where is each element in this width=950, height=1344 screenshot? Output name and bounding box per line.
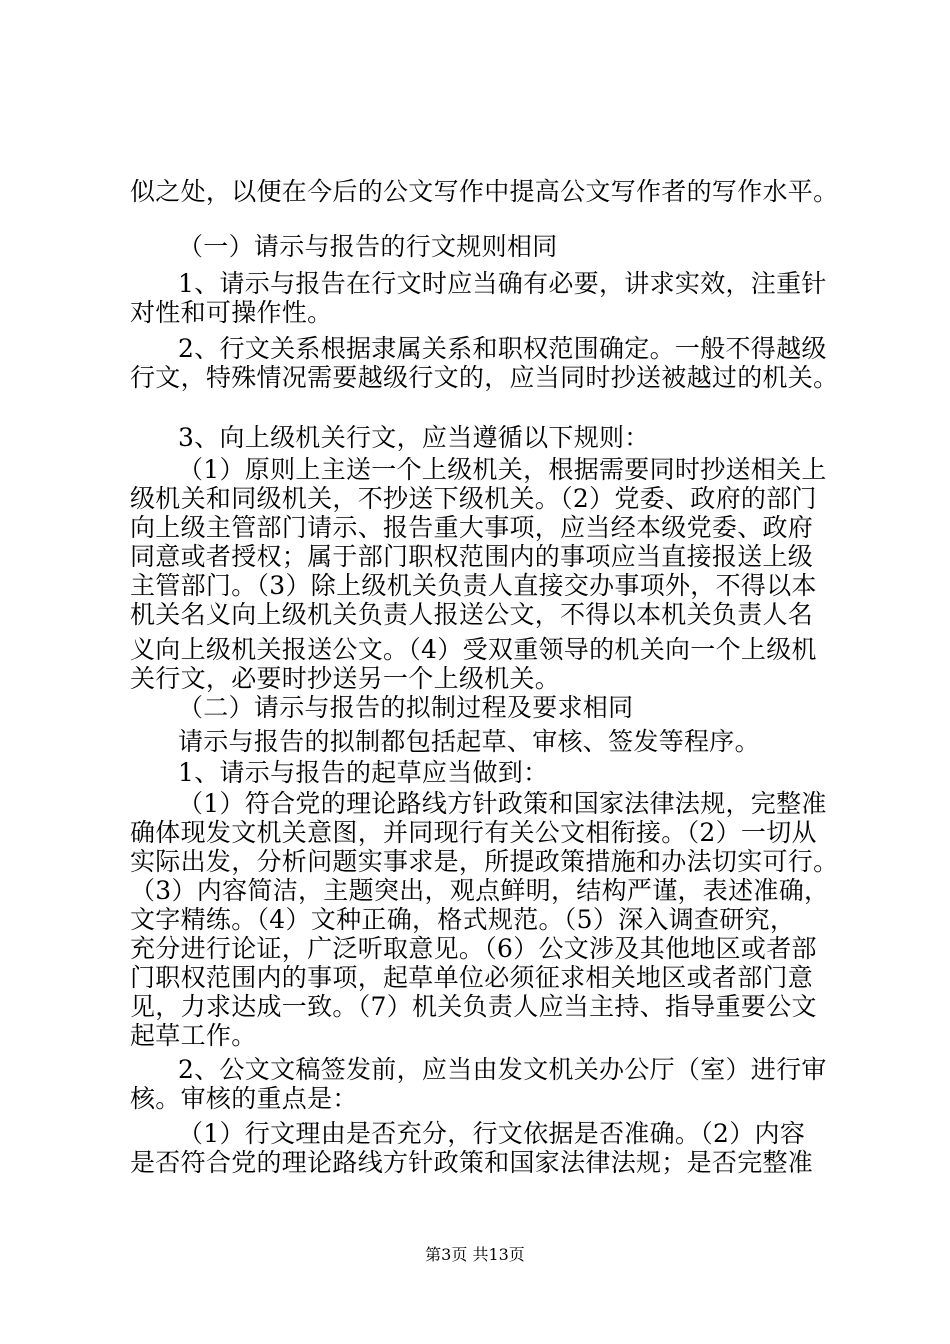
text-line: 1、请示与报告的起草应当做到：: [178, 758, 549, 787]
text-line: 机关名义向上级机关负责人报送公文，不得以本机关负责人名: [130, 600, 814, 629]
text-line: 2、公文文稿签发前，应当由发文机关办公厅（室）进行审: [178, 1055, 827, 1084]
text-line: 义向上级机关报送公文。（4）受双重领导的机关向一个上级机: [130, 635, 817, 664]
text-line: 行文，特殊情况需要越级行文的，应当同时抄送被越过的机关。: [130, 363, 839, 392]
text-line: 向上级主管部门请示、报告重大事项，应当经本级党委、政府: [130, 513, 814, 542]
text-line: 对性和可操作性。: [130, 298, 333, 327]
text-line: 1、请示与报告在行文时应当确有必要，讲求实效，注重针: [178, 269, 827, 298]
text-line: 起草工作。: [130, 1021, 257, 1050]
text-line: 同意或者授权；属于部门职权范围内的事项应当直接报送上级: [130, 542, 814, 571]
section-heading: （二）请示与报告的拟制过程及要求相同: [178, 693, 634, 722]
text-line: （1）原则上主送一个上级机关，根据需要同时抄送相关上: [178, 455, 827, 484]
text-line: 主管部门。（3）除上级机关负责人直接交办事项外，不得以本: [130, 571, 817, 600]
text-line: （1）行文理由是否充分，行文依据是否准确。（2）内容: [178, 1119, 806, 1148]
section-heading: （一）请示与报告的行文规则相同: [178, 232, 558, 261]
text-line: 见，力求达成一致。（7）机关负责人应当主持、指导重要公文: [130, 992, 817, 1021]
text-line: 是否符合党的理论路线方针政策和国家法律法规；是否完整准: [130, 1148, 814, 1177]
text-line: 2、行文关系根据隶属关系和职权范围确定。一般不得越级: [178, 334, 827, 363]
text-line: 充分进行论证，广泛听取意见。（6）公文涉及其他地区或者部: [130, 934, 817, 963]
text-line: 关行文，必要时抄送另一个上级机关。: [130, 664, 561, 693]
text-line: 门职权范围内的事项，起草单位必须征求相关地区或者部门意: [130, 963, 814, 992]
text-line: 核。审核的重点是：: [130, 1084, 358, 1113]
text-line: 3、向上级机关行文，应当遵循以下规则：: [178, 423, 650, 452]
text-line: 级机关和同级机关，不抄送下级机关。（2）党委、政府的部门: [130, 484, 817, 513]
text-line: （1）符合党的理论路线方针政策和国家法律法规，完整准: [178, 789, 827, 818]
page-number-footer: 第3页 共13页: [425, 1245, 525, 1264]
text-line: 似之处，以便在今后的公文写作中提高公文写作者的写作水平。: [130, 177, 839, 206]
text-line: 实际出发，分析问题实事求是，所提政策措施和办法切实可行。: [130, 847, 839, 876]
text-line: 确体现发文机关意图，并同现行有关公文相衔接。（2）一切从: [130, 818, 817, 847]
text-line: 请示与报告的拟制都包括起草、审核、签发等程序。: [178, 727, 760, 756]
text-line: 文字精练。（4）文种正确，格式规范。（5）深入调查研究，: [130, 905, 796, 934]
text-line: （3）内容简洁，主题突出，观点鲜明，结构严谨，表述准确，: [130, 876, 830, 905]
